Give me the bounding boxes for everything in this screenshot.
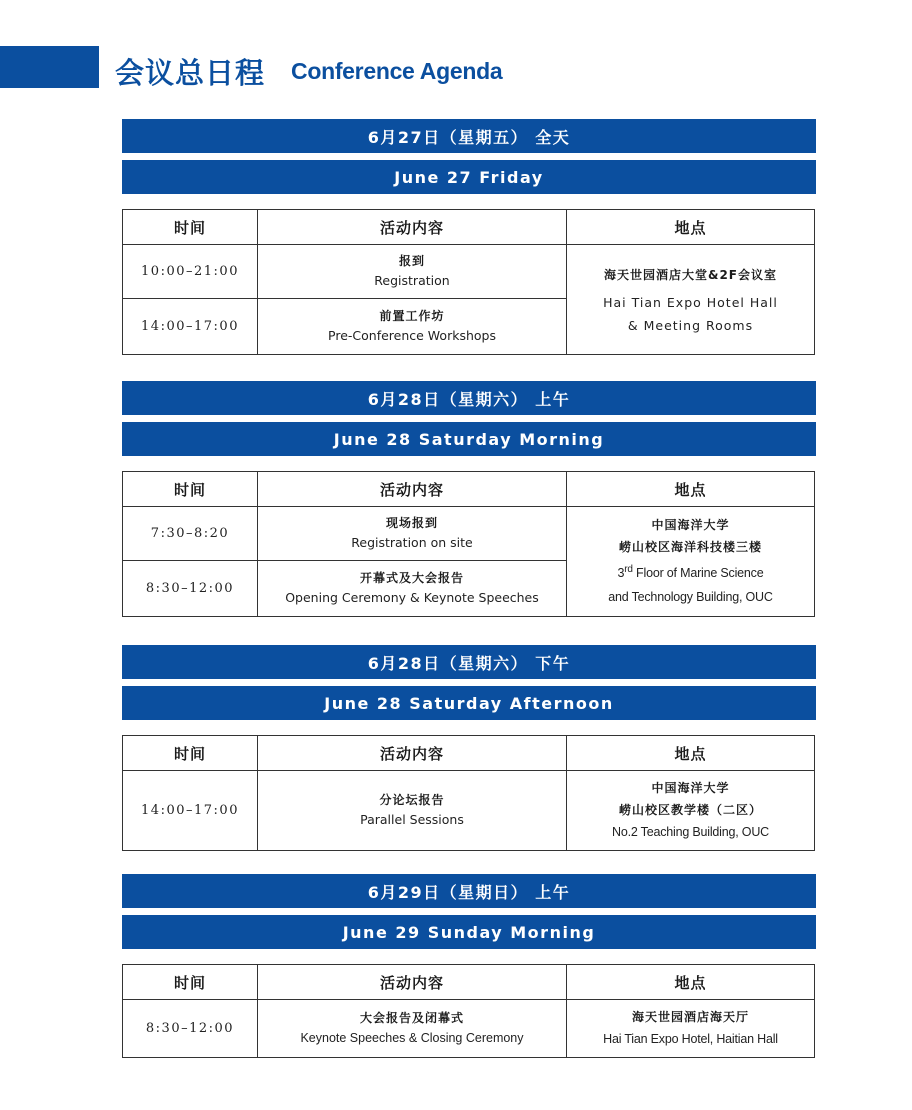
location-cell: [567, 245, 815, 355]
activity-english: Registration on site: [351, 535, 473, 550]
header-time: 时间: [123, 210, 258, 245]
day-band-english: June 29 Sunday Morning: [122, 915, 816, 949]
header-activity: 活动内容: [258, 210, 567, 245]
table-header-row: [123, 965, 815, 1000]
activity-cell: [258, 245, 567, 299]
activity-cell: [258, 507, 567, 561]
time-cell: 8:30–12:00: [123, 1000, 258, 1058]
floor-ordinal-suffix: rd: [624, 564, 633, 576]
location-chinese-line-1: 中国海洋大学: [651, 781, 730, 795]
activity-english: Pre-Conference Workshops: [328, 328, 496, 343]
day-section-june-29-morning: [122, 874, 816, 1058]
activity-chinese: 报到: [398, 254, 425, 268]
day-band-chinese: 6月27日（星期五） 全天: [122, 119, 816, 153]
activity-cell: [258, 771, 567, 851]
day-band-chinese: 6月28日（星期六） 上午: [122, 381, 816, 415]
activity-chinese: 分论坛报告: [379, 793, 445, 807]
location-cell: [567, 1000, 815, 1058]
location-chinese: 海天世园酒店大堂&2F会议室: [603, 267, 777, 282]
activity-cell: [258, 299, 567, 355]
agenda-table: [122, 471, 815, 617]
day-band-english: June 28 Saturday Morning: [122, 422, 816, 456]
activity-english: Keynote Speeches & Closing Ceremony: [300, 1031, 524, 1045]
table-header-row: [123, 472, 815, 507]
header-location: 地点: [567, 965, 815, 1000]
header-time: 时间: [123, 965, 258, 1000]
title-english: Conference Agenda: [291, 57, 503, 84]
title-chinese: 会议总日程: [115, 55, 266, 90]
agenda-table: [122, 735, 815, 851]
header-location: 地点: [567, 472, 815, 507]
location-cell: [567, 771, 815, 851]
floor-description: Floor of Marine Science: [632, 566, 764, 581]
activity-chinese: 大会报告及闭幕式: [359, 1011, 464, 1025]
agenda-table: [122, 209, 815, 355]
day-band-english: June 28 Saturday Afternoon: [122, 686, 816, 720]
activity-english: Registration: [374, 273, 450, 288]
table-header-row: [123, 210, 815, 245]
table-row: [123, 771, 815, 851]
header-location: 地点: [567, 210, 815, 245]
location-chinese: 海天世园酒店海天厅: [631, 1010, 749, 1024]
time-cell: 14:00–17:00: [123, 771, 258, 851]
table-header-row: [123, 736, 815, 771]
time-cell: 7:30–8:20: [123, 507, 258, 561]
day-section-june-28-afternoon: [122, 645, 816, 851]
location-english-line-2: & Meeting Rooms: [627, 317, 754, 333]
activity-chinese: 前置工作坊: [379, 309, 445, 323]
header-time: 时间: [123, 736, 258, 771]
time-cell: 14:00–17:00: [123, 299, 258, 355]
title-accent-bar: [0, 46, 99, 88]
location-english-line-1: [567, 558, 814, 585]
table-row: [123, 1000, 815, 1058]
location-english-line-1: Hai Tian Expo Hotel Hall: [603, 294, 778, 310]
activity-cell: [258, 1000, 567, 1058]
header-time: 时间: [123, 472, 258, 507]
location-english-line-2: and Technology Building, OUC: [608, 589, 773, 604]
page-title: [115, 46, 502, 96]
activity-chinese: 现场报到: [385, 516, 438, 530]
activity-english: Opening Ceremony & Keynote Speeches: [285, 590, 539, 605]
time-cell: 8:30–12:00: [123, 561, 258, 617]
location-chinese-line-1: 中国海洋大学: [651, 518, 730, 533]
location-cell: [567, 507, 815, 617]
floor-number: 3: [617, 566, 625, 581]
header-activity: 活动内容: [258, 736, 567, 771]
header-activity: 活动内容: [258, 965, 567, 1000]
location-english: Hai Tian Expo Hotel, Haitian Hall: [603, 1032, 778, 1046]
day-section-june-28-morning: [122, 381, 816, 617]
day-band-english: June 27 Friday: [122, 160, 816, 194]
day-band-chinese: 6月29日（星期日） 上午: [122, 874, 816, 908]
time-cell: 10:00–21:00: [123, 245, 258, 299]
header-activity: 活动内容: [258, 472, 567, 507]
activity-cell: [258, 561, 567, 617]
activity-chinese: 开幕式及大会报告: [359, 571, 464, 585]
location-chinese-line-2: 崂山校区教学楼（二区）: [618, 803, 762, 817]
day-band-chinese: 6月28日（星期六） 下午: [122, 645, 816, 679]
activity-english: Parallel Sessions: [360, 812, 464, 827]
day-section-june-27: [122, 119, 816, 355]
table-row: [123, 507, 815, 561]
location-english: No.2 Teaching Building, OUC: [612, 825, 769, 839]
agenda-table: [122, 964, 815, 1058]
table-row: [123, 245, 815, 299]
location-chinese-line-2: 崂山校区海洋科技楼三楼: [618, 540, 762, 555]
header-location: 地点: [567, 736, 815, 771]
